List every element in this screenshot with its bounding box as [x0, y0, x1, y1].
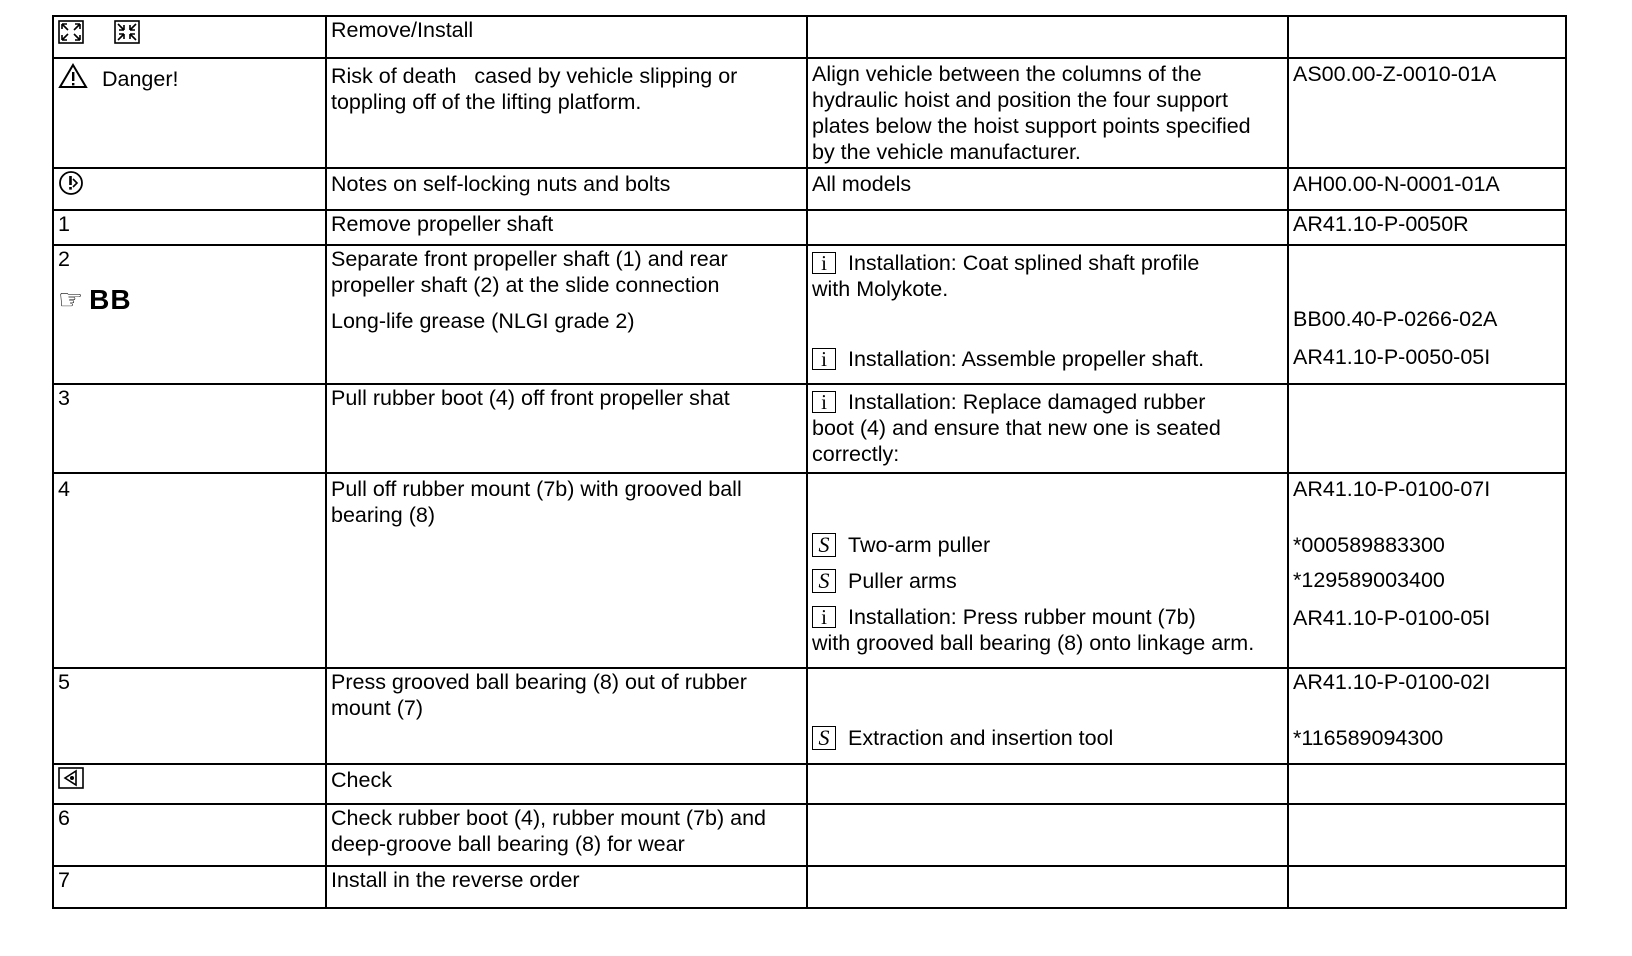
danger-note-cell	[807, 58, 1288, 168]
header-row	[53, 16, 1566, 58]
info-icon: i	[812, 348, 836, 370]
step-1-num-cell	[53, 210, 326, 245]
danger-text-1: Risk of death	[331, 64, 457, 88]
step-2-num-cell	[53, 245, 326, 384]
step-5-num: 5	[58, 670, 70, 694]
step-7-text-cell	[326, 866, 807, 908]
check-icon	[58, 767, 84, 795]
step-7-empty-3	[807, 866, 1288, 908]
step-4-num-cell	[53, 473, 326, 668]
step-7-num: 7	[58, 868, 70, 892]
step-7-num-cell	[53, 866, 326, 908]
notes-text: Notes on self-locking nuts and bolts	[331, 172, 671, 196]
check-empty-4	[1288, 764, 1566, 804]
step-4-text-2: bearing (8)	[331, 503, 435, 527]
header-title	[326, 16, 807, 58]
check-row	[53, 764, 1566, 804]
step-4-note-1b: Press rubber mount (7b)	[962, 605, 1196, 629]
step-2-ref-cell	[1288, 245, 1566, 384]
step-4-row	[53, 473, 1566, 668]
step-6-num-cell	[53, 804, 326, 866]
step-5-row	[53, 668, 1566, 764]
step-7-empty-4	[1288, 866, 1566, 908]
step-5-note-cell	[807, 668, 1288, 764]
info-icon: i	[812, 606, 836, 628]
step-1-ref: AR41.10-P-0050R	[1293, 212, 1469, 236]
check-text-cell	[326, 764, 807, 804]
info-icon: i	[812, 391, 836, 413]
step-4-tool-1: Two-arm puller	[848, 533, 991, 557]
step-2-note-1a: Installation:	[848, 251, 957, 275]
step-4-note-cell	[807, 473, 1288, 668]
check-text: Check	[331, 768, 392, 792]
special-tool-icon: S	[812, 569, 836, 593]
step-3-note-1a: Installation:	[848, 390, 957, 414]
step-3-num: 3	[58, 386, 70, 410]
notes-icon-cell	[53, 168, 326, 210]
danger-text-1b: cased by vehicle slipping or	[474, 64, 738, 88]
check-empty-3	[807, 764, 1288, 804]
danger-label: Danger!	[101, 67, 179, 91]
step-1-ref-cell	[1288, 210, 1566, 245]
step-6-text-cell	[326, 804, 807, 866]
bb-label: BB	[89, 284, 132, 315]
step-2-ref-2: AR41.10-P-0050-05I	[1293, 345, 1491, 369]
danger-note-3: plates below the hoist support points specified	[812, 114, 1251, 138]
step-2-note-1c: with Molykote.	[812, 277, 949, 301]
step-2-note-2a: Installation:	[848, 347, 957, 371]
step-5-num-cell	[53, 668, 326, 764]
step-4-num: 4	[58, 477, 70, 501]
info-icon: i	[812, 252, 836, 274]
notes-note: All models	[812, 172, 912, 196]
notes-ref-cell	[1288, 168, 1566, 210]
step-2-num: 2	[58, 247, 70, 271]
step-1-text: Remove propeller shaft	[331, 212, 554, 236]
step-4-ref-cell	[1288, 473, 1566, 668]
step-1-text-cell	[326, 210, 807, 245]
step-3-row	[53, 384, 1566, 473]
notes-row	[53, 168, 1566, 210]
step-2-row	[53, 245, 1566, 384]
danger-note-1: Align vehicle between the columns of the	[812, 62, 1202, 86]
notes-note-cell	[807, 168, 1288, 210]
step-7-text: Install in the reverse order	[331, 868, 580, 892]
step-3-note-1b: Replace damaged rubber	[962, 390, 1206, 414]
step-3-note-3: correctly:	[812, 442, 900, 466]
step-2-note-cell	[807, 245, 1288, 384]
step-4-note-2: with grooved ball bearing (8) onto linkage arm.	[812, 631, 1255, 655]
step-6-text-1: Check rubber boot (4), rubber mount (7b) and	[331, 806, 767, 830]
danger-text-2: toppling off of the lifting platform.	[331, 90, 642, 114]
step-2-ref-1: BB00.40-P-0266-02A	[1293, 307, 1498, 331]
step-6-text-2: deep-groove ball bearing (8) for wear	[331, 832, 685, 856]
step-4-text-1: Pull off rubber mount (7b) with grooved ball	[331, 477, 742, 501]
check-icon-cell	[53, 764, 326, 804]
step-4-ref-4: AR41.10-P-0100-05I	[1293, 606, 1491, 630]
special-tool-icon: S	[812, 726, 836, 750]
step-3-text: Pull rubber boot (4) off front propeller shat	[331, 386, 730, 410]
step-2-text-2: propeller shaft (2) at the slide connection	[331, 273, 720, 297]
procedure-table	[52, 15, 1567, 909]
danger-ref: AS00.00-Z-0010-01A	[1293, 62, 1497, 86]
step-3-num-cell	[53, 384, 326, 473]
step-5-text-2: mount (7)	[331, 696, 424, 720]
special-tool-icon: S	[812, 533, 836, 557]
step-4-text-cell	[326, 473, 807, 668]
step-6-empty-3	[807, 804, 1288, 866]
notes-text-cell	[326, 168, 807, 210]
notes-icon	[58, 170, 84, 202]
warning-triangle-icon	[58, 63, 88, 95]
danger-text-cell	[326, 58, 807, 168]
step-1-note-cell	[807, 210, 1288, 245]
step-5-tool: Extraction and insertion tool	[848, 726, 1114, 750]
step-5-ref-1: AR41.10-P-0100-02I	[1293, 670, 1491, 694]
step-3-note-cell	[807, 384, 1288, 473]
step-4-ref-1: AR41.10-P-0100-07I	[1293, 477, 1491, 501]
step-2-text-cell	[326, 245, 807, 384]
step-6-num: 6	[58, 806, 70, 830]
header-title-text: Remove/Install	[331, 18, 474, 42]
step-6-empty-4	[1288, 804, 1566, 866]
pointing-hand-icon: ☞	[58, 284, 84, 315]
header-empty-3	[807, 16, 1288, 58]
danger-row	[53, 58, 1566, 168]
step-2-note-2b: Assemble propeller shaft.	[961, 347, 1205, 371]
step-5-text-cell	[326, 668, 807, 764]
step-3-note-2: boot (4) and ensure that new one is seated	[812, 416, 1221, 440]
step-5-ref-cell	[1288, 668, 1566, 764]
step-1-num: 1	[58, 212, 70, 236]
danger-label-cell	[53, 58, 326, 168]
danger-note-2: hydraulic hoist and position the four support	[812, 88, 1228, 112]
header-icons-cell	[53, 16, 326, 58]
step-5-text-1: Press grooved ball bearing (8) out of rubber	[331, 670, 747, 694]
step-5-ref-2: *116589094300	[1293, 726, 1444, 750]
step-3-text-cell	[326, 384, 807, 473]
step-6-row	[53, 804, 1566, 866]
step-4-note-1a: Installation:	[848, 605, 957, 629]
remove-icon	[58, 20, 84, 50]
notes-ref: AH00.00-N-0001-01A	[1293, 172, 1500, 196]
header-empty-4	[1288, 16, 1566, 58]
step-4-ref-2: *000589883300	[1293, 533, 1445, 557]
install-icon	[114, 20, 140, 50]
danger-note-4: by the vehicle manufacturer.	[812, 140, 1081, 164]
step-7-row	[53, 866, 1566, 908]
step-2-text-3: Long-life grease (NLGI grade 2)	[331, 309, 635, 333]
danger-ref-cell	[1288, 58, 1566, 168]
step-4-tool-2: Puller arms	[848, 569, 957, 593]
step-3-ref-cell	[1288, 384, 1566, 473]
step-2-text-1: Separate front propeller shaft (1) and rear	[331, 247, 728, 271]
step-2-note-1b: Coat splined shaft profile	[962, 251, 1200, 275]
step-1-row	[53, 210, 1566, 245]
step-4-ref-3: *129589003400	[1293, 568, 1445, 592]
